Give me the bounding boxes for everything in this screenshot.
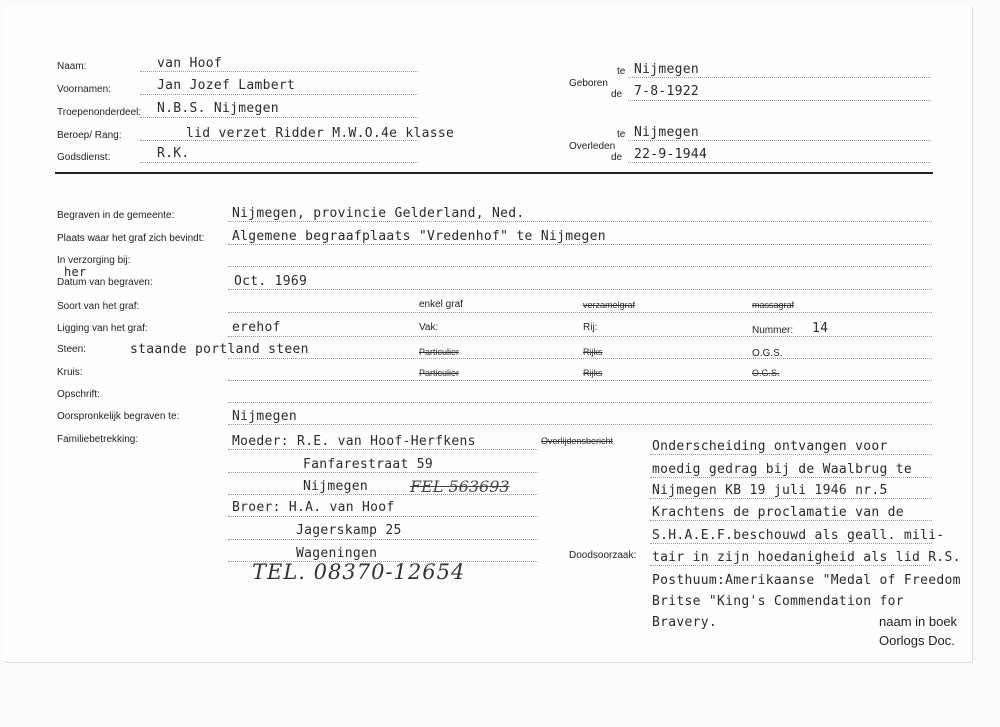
line [228,494,538,495]
label-steen: Steen: [57,344,86,355]
line [228,221,932,222]
struck-overlijdensbericht: Overlijdensbericht [541,436,614,446]
label-ligging: Ligging van het graf: [57,323,148,334]
label-rij: Rij: [583,322,598,333]
label-troepenonderdeel: Troepenonderdeel: [57,107,142,118]
label-godsdienst: Godsdienst: [57,152,111,163]
label-kruis: Kruis: [57,367,83,378]
line [228,358,932,359]
line [628,100,931,101]
line [228,266,932,267]
label-de-overleden: de [611,152,623,163]
line [228,424,932,425]
line [228,472,538,473]
struck-rijks: Rijks [583,347,603,357]
label-te-geboren: te [617,66,626,77]
value-onderscheiding-1: Onderscheiding ontvangen voor [652,439,888,454]
value-datum-begraven: Oct. 1969 [234,274,308,289]
struck-particulier: Particulier [419,347,460,357]
label-oorspronkelijk: Oorspronkelijk begraven te: [57,411,180,422]
value-onderscheiding-8: Britse "King's Commendation for [652,594,904,609]
value-onderscheiding-6: tair in zijn hoedanigheid als lid R.S. [652,550,961,565]
struck-massagraf: massagraf [752,300,795,310]
line [228,539,538,540]
value-onderscheiding-4: Krachtens de proclamatie van de [652,505,904,520]
line [140,94,418,95]
label-nummer: Nummer: [752,325,794,336]
line [650,543,932,544]
value-steen: staande portland steen [130,342,309,357]
line [228,336,932,337]
value-plaats-graf: Algemene begraafplaats "Vredenhof" te Nijmegen [232,229,606,244]
value-onderscheiding-7: Posthuum:Amerikaanse "Medal of Freedom [652,573,961,588]
label-voornamen: Voornamen: [57,84,111,95]
value-onderscheiding-5: S.H.A.E.F.beschouwd als geall. mili- [652,528,945,543]
label-overleden: Overleden [569,141,616,152]
line [228,402,932,403]
value-voornamen: Jan Jozef Lambert [157,78,296,93]
label-begraven-gemeente: Begraven in de gemeente: [57,210,175,221]
value-oorspronkelijk: Nijmegen [232,409,298,424]
line [140,162,418,163]
label-naam: Naam: [57,61,87,72]
value-familie-adres1: Fanfarestraat 59 [303,457,434,472]
label-vak: Vak: [419,322,439,333]
line [650,454,932,455]
value-naam: van Hoof [157,56,223,71]
line [228,449,538,450]
label-soort-graf: Soort van het graf: [57,301,140,312]
line [228,312,932,313]
label-enkel-graf: enkel graf [419,299,463,310]
label-geboren: Geboren [569,78,608,89]
line [228,380,932,381]
value-rang: lid verzet Ridder M.W.O.4e klasse [186,126,455,141]
value-onderscheiding-9: Bravery. [652,615,718,630]
value-familie-plaats1: Nijmegen [303,479,369,494]
value-godsdienst: R.K. [157,146,190,161]
label-plaats-graf: Plaats waar het graf zich bevindt: [57,233,205,244]
line [628,77,931,78]
label-doodsoorzaak: Doodsoorzaak: [569,550,637,561]
stamp-line-1: naam in boek [879,614,958,629]
label-verzorging: In verzorging bij: [57,255,131,266]
value-verzorging: her [64,265,87,279]
struck-particulier-kruis: Particulier [419,368,460,378]
line [650,477,932,478]
value-familie-moeder: Moeder: R.E. van Hoof-Herfkens [232,434,476,449]
line [228,289,932,290]
value-familie-broer: Broer: H.A. van Hoof [232,500,395,515]
value-nummer: 14 [812,321,829,336]
line [650,565,932,566]
section-divider [55,172,933,174]
value-geboren-de: 7-8-1922 [634,84,700,99]
struck-rijks-kruis: Rijks [583,368,603,378]
struck-ogs: O.G.S. [752,368,780,378]
value-geboren-te: Nijmegen [634,62,700,77]
value-begraven-gemeente: Nijmegen, provincie Gelderland, Ned. [232,206,525,221]
value-onderscheiding-3: Nijmegen KB 19 juli 1946 nr.5 [652,483,888,498]
label-de-geboren: de [611,89,623,100]
line [228,516,538,517]
line [628,162,931,163]
label-opschrift: Opschrift: [57,389,100,400]
value-ligging: erehof [232,320,281,335]
line [628,140,931,141]
label-rang: Beroep/ Rang: [57,130,122,141]
line [650,520,932,521]
value-overleden-de: 22-9-1944 [634,147,708,162]
line [650,498,932,499]
label-te-overleden: te [617,129,626,140]
struck-verzamelgraf: verzamelgraf [583,300,636,310]
line [140,71,418,72]
stamp-line-2: Oorlogs Doc. [879,633,955,648]
value-troepenonderdeel: N.B.S. Nijmegen [157,101,279,116]
line [140,140,418,141]
label-familie: Familiebetrekking: [57,434,139,445]
struck-telefoon: FEL 563693 [410,477,510,496]
value-overleden-te: Nijmegen [634,125,700,140]
line [228,244,932,245]
line [140,117,418,118]
value-onderscheiding-2: moedig gedrag bij de Waalbrug te [652,462,913,477]
value-familie-adres2: Jagerskamp 25 [296,523,402,538]
value-familie-plaats2: Wageningen [296,546,378,561]
label-datum-begraven: Datum van begraven: [57,277,153,288]
value-telefoon-handgeschreven: TEL. 08370-12654 [252,560,466,584]
label-ogs: O.G.S. [752,348,783,359]
